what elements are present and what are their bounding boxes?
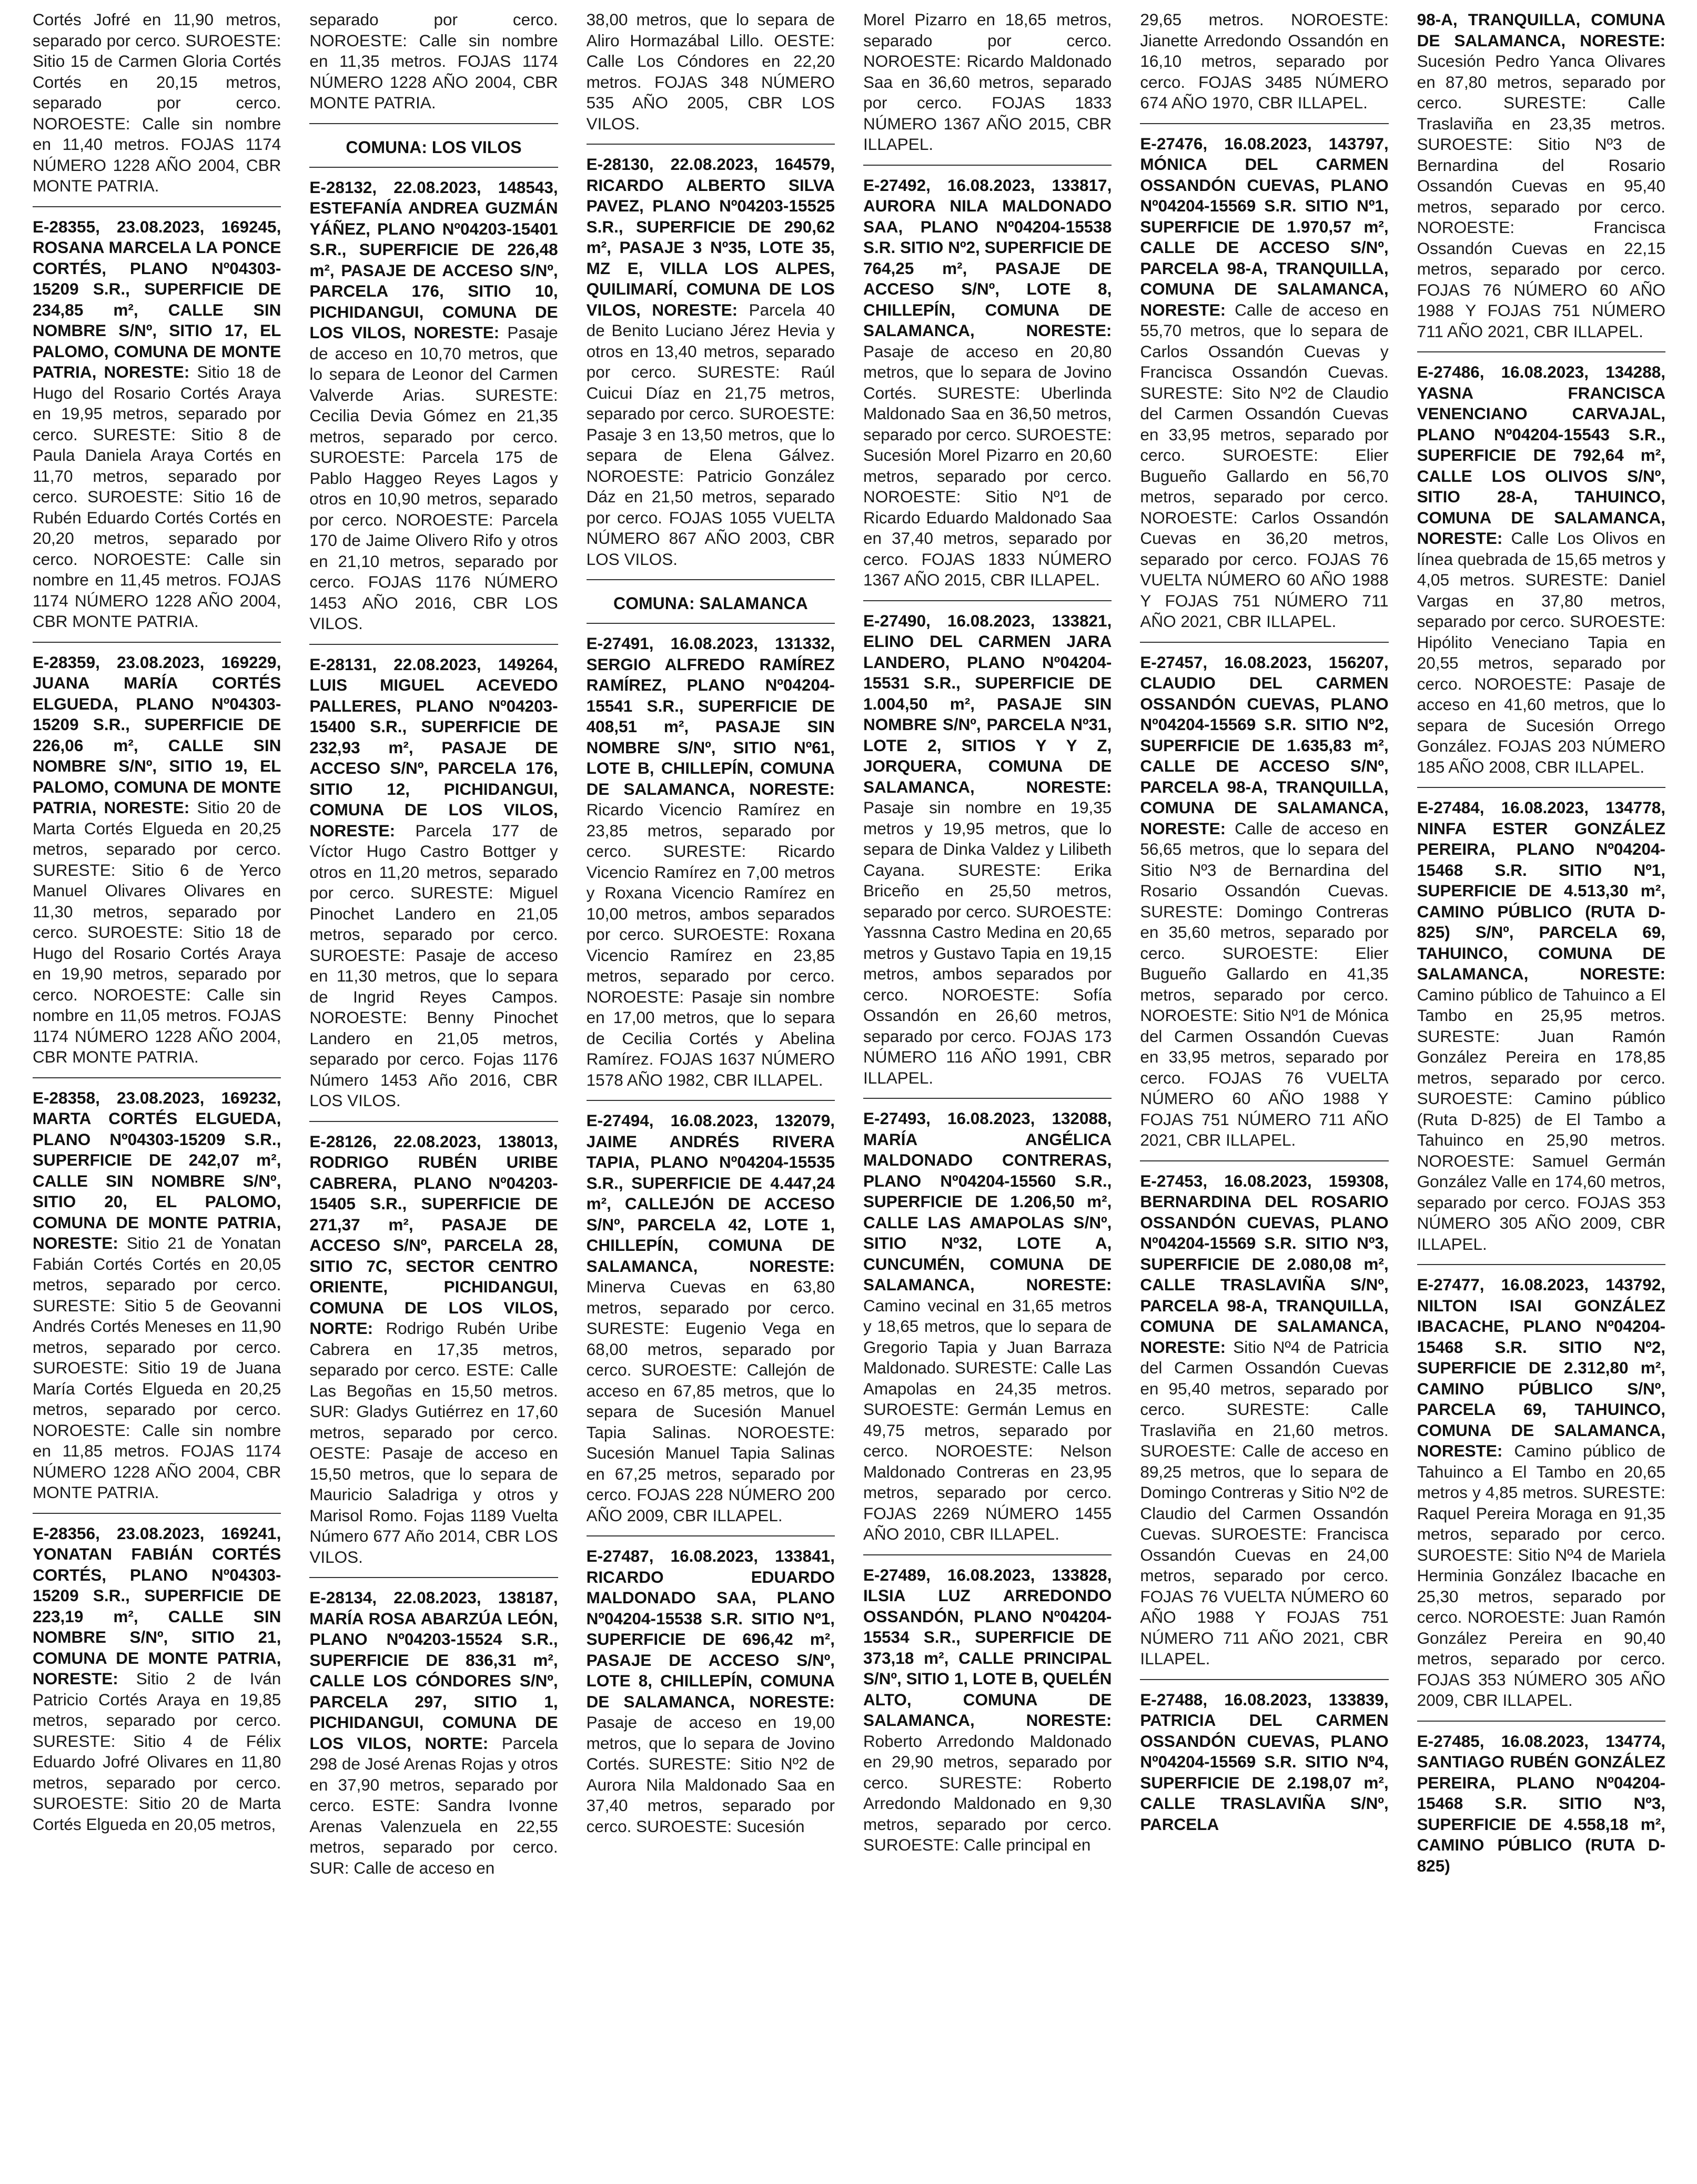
entry-heading: E-28358, 23.08.2023, 169232, MARTA CORTÉS ELGUEDA, PLANO Nº04303-15209 S.R., SUPERFICIE DE 242,07 m², CALLE SIN NOMBRE S/Nº, SITIO 20, EL PALOMO, COMUNA DE MONTE PATRIA, NORESTE: bbox=[33, 1088, 281, 1252]
notice-entry bbox=[1140, 9, 1388, 124]
notice-entry bbox=[1140, 1171, 1388, 1680]
entry-body: Pasaje sin nombre en 19,35 metros y 19,95 metros, que lo separa de Dinka Valdez y Lilibeth Cayana. SURESTE: Erika Briceño en 25,50 metros, separado por cerco. SUROESTE: Yassnna Castro Medina en 20,65 metros y Gustavo Tapia en 19,15 metros, ambos separados por cerco. NOROESTE: Sofía Ossandón en 26,60 metros, separado por cerco. FOJAS 173 NÚMERO 116 AÑO 1991, CBR ILLAPEL. bbox=[863, 798, 1112, 1087]
entry-heading: E-27484, 16.08.2023, 134778, NINFA ESTER GONZÁLEZ PEREIRA, PLANO Nº04204-15468 S.R. SITIO Nº1, SUPERFICIE DE 4.513,30 m², CAMINO PÚBLICO (RUTA D-825) S/Nº, PARCELA 69, TAHUINCO, COMUNA DE SALAMANCA, NORESTE: bbox=[1417, 798, 1665, 983]
notice-entry bbox=[33, 217, 281, 643]
notice-entry bbox=[33, 9, 281, 207]
notice-entry bbox=[863, 1108, 1112, 1555]
entry-body: 29,65 metros. NOROESTE: Jianette Arredondo Ossandón en 16,10 metros, separado por cerco. FOJAS 3485 NÚMERO 674 AÑO 1970, CBR ILLAPEL. bbox=[1140, 10, 1389, 112]
notice-entry bbox=[33, 652, 281, 1078]
section-heading: COMUNA: LOS VILOS bbox=[309, 134, 558, 168]
entry-body: Parcela 40 de Benito Luciano Jérez Hevia y otros en 13,40 metros, separado por cerco. SURESTE: Raúl Cuicui Díaz en 21,75 metros, separado por cerco. SUROESTE: Pasaje 3 en 13,50 metros, que lo separa de Elena Gálvez. NOROESTE: Patricio González Dáz en 21,50 metros, separado por cerco. FOJAS 1055 VUELTA NÚMERO 867 AÑO 2003, CBR LOS VILOS. bbox=[586, 300, 835, 569]
text-column-5 bbox=[1140, 9, 1388, 2175]
text-column-1 bbox=[33, 9, 281, 2175]
entry-body: Sitio 21 de Yonatan Fabián Cortés Cortés en 20,05 metros, separado por cerco. SURESTE: Sitio 5 de Geovanni Andrés Cortés Meneses en 11,90 metros, separado por cerco. SUROESTE: Sitio 19 de Juana María Cortés Elgueda en 20,25 metros, separado por cerco. NOROESTE: Calle sin nombre en 11,85 metros. FOJAS 1174 NÚMERO 1228 AÑO 2004, CBR MONTE PATRIA. bbox=[33, 1233, 281, 1502]
entry-body: Camino público de Tahuinco a El Tambo en 25,95 metros. SURESTE: Juan Ramón González Pereira en 178,85 metros, separado por cerco. SUROESTE: Camino público (Ruta D-825) de El Tambo a Tahuinco en 25,90 metros. NOROESTE: Samuel Germán González Valle en 174,60 metros, separado por cerco. FOJAS 353 NÚMERO 305 AÑO 2009, CBR ILLAPEL. bbox=[1417, 985, 1665, 1253]
entry-heading: E-28126, 22.08.2023, 138013, RODRIGO RUBÉN URIBE CABRERA, PLANO Nº04203-15405 S.R., SUPERFICIE DE 271,37 m², PASAJE DE ACCESO S/Nº, PARCELA 28, SITIO 7C, SECTOR CENTRO ORIENTE, PICHIDANGUI, COMUNA DE LOS VILOS, NORTE: bbox=[309, 1131, 558, 1338]
entry-body: Sitio Nº4 de Patricia del Carmen Ossandón Cuevas en 95,40 metros, separado por cerco. SURESTE: Calle Traslaviña en 21,60 metros. SUROESTE: Calle de acceso en 89,25 metros, que lo separa de Domingo Contreras y Sitio Nº2 de Claudio del Carmen Ossandón Cuevas. SUROESTE: Francisca Ossandón Cuevas en 24,00 metros, separado por cerco. FOJAS 76 VUELTA NÚMERO 60 AÑO 1988 Y FOJAS 751 NÚMERO 711 AÑO 2021, CBR ILLAPEL. bbox=[1140, 1337, 1389, 1668]
notice-entry bbox=[33, 1523, 281, 1845]
entry-heading: E-27453, 16.08.2023, 159308, BERNARDINA DEL ROSARIO OSSANDÓN CUEVAS, PLANO Nº04204-15569 S.R. SITIO Nº3, SUPERFICIE DE 2.080,08 m², CALLE TRASLAVIÑA S/Nº, PARCELA 98-A, TRANQUILLA, COMUNA DE SALAMANCA, NORESTE: bbox=[1140, 1171, 1389, 1357]
entry-body: 38,00 metros, que lo separa de Aliro Hormazábal Lillo. OESTE: Calle Los Cóndores en 22,20 metros. FOJAS 348 NÚMERO 535 AÑO 2005, CBR LOS VILOS. bbox=[586, 10, 835, 133]
entry-heading: E-27485, 16.08.2023, 134774, SANTIAGO RUBÉN GONZÁLEZ PEREIRA, PLANO Nº04204-15468 S.R. SITIO Nº3, SUPERFICIE DE 4.558,18 m², CAMINO PÚBLICO (RUTA D-825) bbox=[1417, 1731, 1665, 1875]
entry-body: Roberto Arredondo Maldonado en 29,90 metros, separado por cerco. SURESTE: Roberto Arredondo Maldonado en 9,30 metros, separado por cerco. SUROESTE: Calle principal en bbox=[863, 1731, 1112, 1854]
text-column-2 bbox=[309, 9, 558, 2175]
entry-heading: E-27490, 16.08.2023, 133821, ELINO DEL CARMEN JARA LANDERO, PLANO Nº04204-15531 S.R., SUPERFICIE DE 1.004,50 m², PASAJE SIN NOMBRE S/Nº, PARCELA Nº31, LOTE 2, SITIOS Y Y Z, JORQUERA, COMUNA DE SALAMANCA, NORESTE: bbox=[863, 611, 1112, 796]
notice-entry bbox=[1417, 1275, 1665, 1722]
notice-entry bbox=[587, 9, 835, 145]
entry-heading: E-27477, 16.08.2023, 143792, NILTON ISAI GONZÁLEZ IBACACHE, PLANO Nº04204-15468 S.R. SITIO Nº2, SUPERFICIE DE 2.312,80 m², CAMINO PÚBLICO S/Nº, PARCELA 69, TAHUINCO, COMUNA DE SALAMANCA, NORESTE: bbox=[1417, 1275, 1665, 1460]
entry-body: Sucesión Pedro Yanca Olivares en 87,80 metros, separado por cerco. SURESTE: Calle Traslaviña en 23,35 metros. SUROESTE: Sitio Nº3 de Bernardina del Rosario Ossandón Cuevas en 95,40 metros, separado por cerco. NOROESTE: Francisca Ossandón Cuevas en 22,15 metros, separado por cerco. FOJAS 76 NÚMERO 60 AÑO 1988 Y FOJAS 751 NÚMERO 711 AÑO 2021, CBR ILLAPEL. bbox=[1417, 52, 1665, 341]
entry-heading: 98-A, TRANQUILLA, COMUNA DE SALAMANCA, NORESTE: bbox=[1417, 10, 1665, 50]
entry-heading: E-28131, 22.08.2023, 149264, LUIS MIGUEL ACEVEDO PALLERES, PLANO Nº04203-15400 S.R., SUPERFICIE DE 232,93 m², PASAJE DE ACCESO S/Nº, PARCELA 176, SITIO 12, PICHIDANGUI, COMUNA DE LOS VILOS, NORESTE: bbox=[309, 654, 558, 840]
notice-entry bbox=[1417, 362, 1665, 788]
entry-body: Camino vecinal en 31,65 metros y 18,65 metros, que lo separa de Gregorio Tapia y Juan Barraza Maldonado. SURESTE: Calle Las Amapolas en 24,35 metros. SUROESTE: Germán Lemus en 49,75 metros, separado por cerco. NOROESTE: Nelson Maldonado Contreras en 23,95 metros, separado por cerco. FOJAS 2269 NÚMERO 1455 AÑO 2010, CBR ILLAPEL. bbox=[863, 1296, 1112, 1543]
text-column-6 bbox=[1417, 9, 1665, 2175]
entry-body: Calle Los Olivos en línea quebrada de 15,65 metros y 4,05 metros. SURESTE: Daniel Vargas en 37,80 metros, separado por cerco. SUROESTE: Hipólito Veneciano Tapia en 20,55 metros, separado por cerco. NOROESTE: Pasaje de acceso en 41,60 metros, que lo separa de Sucesión Orrego González. FOJAS 203 NÚMERO 185 AÑO 2008, CBR ILLAPEL. bbox=[1417, 529, 1665, 776]
entry-heading: E-27491, 16.08.2023, 131332, SERGIO ALFREDO RAMÍREZ RAMÍREZ, PLANO Nº04204-15541 S.R., SUPERFICIE DE 408,51 m², PASAJE SIN NOMBRE S/Nº, SITIO Nº61, LOTE B, CHILLEPÍN, COMUNA DE SALAMANCA, NORESTE: bbox=[586, 634, 835, 798]
entry-body: Pasaje de acceso en 19,00 metros, que lo separa de Jovino Cortés. SURESTE: Sitio Nº2 de Aurora Nila Maldonado Saa en 37,40 metros, separado por cerco. SUROESTE: Sucesión bbox=[586, 1713, 835, 1836]
notice-entry bbox=[1140, 1690, 1388, 1845]
entry-body: Sitio 18 de Hugo del Rosario Cortés Araya en 19,95 metros, separado por cerco. SURESTE: Sitio 8 de Paula Daniela Araya Cortés en 11,70 metros, separado por cerco. SUROESTE: Sitio 16 de Rubén Eduardo Cortés Cortés en 20,20 metros, separado por cerco. NOROESTE: Calle sin nombre en 11,45 metros. FOJAS 1174 NÚMERO 1228 AÑO 2004, CBR MONTE PATRIA. bbox=[33, 362, 281, 631]
entry-body: Pasaje de acceso en 10,70 metros, que lo separa de Leonor del Carmen Valverde Arias. SURESTE: Cecilia Devia Gómez en 21,35 metros, separado por cerco. SUROESTE: Parcela 175 de Pablo Haggeo Reyes Lagos y otros en 10,90 metros, separado por cerco. NOROESTE: Parcela 170 de Jaime Olivero Rifo y otros en 21,10 metros, separado por cerco. FOJAS 1176 NÚMERO 1453 AÑO 2016, CBR LOS VILOS. bbox=[309, 323, 558, 633]
entry-heading: E-27488, 16.08.2023, 133839, PATRICIA DEL CARMEN OSSANDÓN CUEVAS, PLANO Nº04204-15569 S.R. SITIO Nº4, SUPERFICIE DE 2.198,07 m², CALLE TRASLAVIÑA S/Nº, PARCELA bbox=[1140, 1690, 1389, 1834]
entry-body: Ricardo Vicencio Ramírez en 23,85 metros, separado por cerco. SURESTE: Ricardo Vicencio Ramírez en 7,00 metros y Roxana Vicencio Ramírez en 10,00 metros, ambos separados por cerco. SUROESTE: Roxana Vicencio Ramírez en 23,85 metros, separado por cerco. NOROESTE: Pasaje sin nombre en 17,00 metros, que lo separa de Cecilia Cortés y Abelina Ramírez. FOJAS 1637 NÚMERO 1578 AÑO 1982, CBR ILLAPEL. bbox=[586, 800, 835, 1089]
entry-heading: E-28356, 23.08.2023, 169241, YONATAN FABIÁN CORTÉS CORTÉS, PLANO Nº04303-15209 S.R., SUPERFICIE DE 223,19 m², CALLE SIN NOMBRE S/Nº, SITIO 21, COMUNA DE MONTE PATRIA, NORESTE: bbox=[33, 1523, 281, 1688]
entry-heading: E-28359, 23.08.2023, 169229, JUANA MARÍA CORTÉS ELGUEDA, PLANO Nº04303-15209 S.R., SUPERFICIE DE 226,06 m², CALLE SIN NOMBRE S/Nº, SITIO 19, EL PALOMO, COMUNA DE MONTE PATRIA, NORESTE: bbox=[33, 652, 281, 817]
section-heading: COMUNA: SALAMANCA bbox=[587, 590, 835, 624]
entry-body: Calle de acceso en 55,70 metros, que lo separa de Carlos Ossandón Cuevas y Francisca Ossandón Cuevas. SURESTE: Sito Nº2 de Claudio del Carmen Ossandón Cuevas en 33,95 metros, separado por cerco. SUROESTE: Elier Bugueño Gallardo en 56,70 metros, separado por cerco. NOROESTE: Carlos Ossandón Cuevas en 36,20 metros, separado por cerco. FOJAS 76 VUELTA NÚMERO 60 AÑO 1988 Y FOJAS 751 NÚMERO 711 AÑO 2021, CBR ILLAPEL. bbox=[1140, 300, 1389, 631]
notice-entry bbox=[863, 1565, 1112, 1865]
entry-body: Calle de acceso en 56,65 metros, que lo separa del Sitio Nº3 de Bernardina del Rosario Ossandón Cuevas. SURESTE: Domingo Contreras en 35,60 metros, separado por cerco. SUROESTE: Elier Bugueño Gallardo en 41,35 metros, separado por cerco. NOROESTE: Sitio Nº1 de Mónica del Carmen Ossandón Cuevas en 33,95 metros, separado por cerco. FOJAS 76 VUELTA NÚMERO 60 AÑO 1988 Y FOJAS 751 NÚMERO 711 AÑO 2021, CBR ILLAPEL. bbox=[1140, 818, 1389, 1149]
entry-body: separado por cerco. NOROESTE: Calle sin nombre en 11,35 metros. FOJAS 1174 NÚMERO 1228 AÑO 2004, CBR MONTE PATRIA. bbox=[309, 10, 558, 112]
text-column-3 bbox=[587, 9, 835, 2175]
entry-heading: E-27487, 16.08.2023, 133841, RICARDO EDUARDO MALDONADO SAA, PLANO Nº04204-15538 S.R. SITIO Nº1, SUPERFICIE DE 696,42 m², PASAJE DE ACCESO S/Nº, LOTE 8, CHILLEPÍN, COMUNA DE SALAMANCA, NORESTE: bbox=[586, 1546, 835, 1711]
notice-entry bbox=[309, 1131, 558, 1579]
entry-body: Morel Pizarro en 18,65 metros, separado por cerco. NOROESTE: Ricardo Maldonado Saa en 36,60 metros, separado por cerco. FOJAS 1833 NÚMERO 1367 AÑO 2015, CBR ILLAPEL. bbox=[863, 10, 1112, 154]
notice-entry bbox=[33, 1088, 281, 1514]
notice-entry bbox=[863, 175, 1112, 601]
entry-body: Minerva Cuevas en 63,80 metros, separado por cerco. SURESTE: Eugenio Vega en 68,00 metros, separado por cerco. SUROESTE: Callejón de acceso en 67,85 metros, que lo separa de Sucesión Manuel Tapia Salinas. NOROESTE: Sucesión Manuel Tapia Salinas en 67,25 metros, separado por cerco. FOJAS 228 NÚMERO 200 AÑO 2009, CBR ILLAPEL. bbox=[586, 1277, 835, 1525]
notice-entry bbox=[863, 9, 1112, 166]
notice-entry bbox=[309, 9, 558, 124]
notice-entry bbox=[309, 177, 558, 645]
entry-heading: E-27457, 16.08.2023, 156207, CLAUDIO DEL CARMEN OSSANDÓN CUEVAS, PLANO Nº04204-15569 S.R. SITIO Nº2, SUPERFICIE DE 1.635,83 m², CALLE DE ACCESO S/Nº, PARCELA 98-A, TRANQUILLA, COMUNA DE SALAMANCA, NORESTE: bbox=[1140, 652, 1389, 838]
notice-entry bbox=[309, 1588, 558, 1888]
entry-body: Sitio 2 de Iván Patricio Cortés Araya en 19,85 metros, separado por cerco. SURESTE: Sitio 4 de Félix Eduardo Jofré Olivares en 11,80 metros, separado por cerco. SUROESTE: Sitio 20 de Marta Cortés Elgueda en 20,05 metros, bbox=[33, 1669, 281, 1834]
entry-heading: E-27493, 16.08.2023, 132088, MARÍA ANGÉLICA MALDONADO CONTRERAS, PLANO Nº04204-15560 S.R., SUPERFICIE DE 1.206,50 m², CALLE LAS AMAPOLAS S/Nº, SITIO Nº32, LOTE A, CUNCUMÉN, COMUNA DE SALAMANCA, NORESTE: bbox=[863, 1109, 1112, 1294]
notice-entry bbox=[1417, 1731, 1665, 1886]
entry-heading: E-28130, 22.08.2023, 164579, RICARDO ALBERTO SILVA PAVEZ, PLANO Nº04203-15525 S.R., SUPERFICIE DE 290,62 m², PASAJE 3 Nº35, LOTE 35, MZ E, VILLA LOS ALPES, QUILIMARÍ, COMUNA DE LOS VILOS, NORESTE: bbox=[586, 155, 835, 319]
entry-heading: E-28132, 22.08.2023, 148543, ESTEFANÍA ANDREA GUZMÁN YÁÑEZ, PLANO Nº04203-15401 S.R., SUPERFICIE DE 226,48 m², PASAJE DE ACCESO S/Nº, PARCELA 176, SITIO 10, PICHIDANGUI, COMUNA DE LOS VILOS, NORESTE: bbox=[309, 177, 558, 342]
entry-heading: E-27489, 16.08.2023, 133828, ILSIA LUZ ARREDONDO OSSANDÓN, PLANO Nº04204-15534 S.R., SUPERFICIE DE 373,18 m², CALLE PRINCIPAL S/Nº, SITIO 1, LOTE B, QUELÉN ALTO, COMUNA DE SALAMANCA, NORESTE: bbox=[863, 1565, 1112, 1730]
entry-heading: E-27494, 16.08.2023, 132079, JAIME ANDRÉS RIVERA TAPIA, PLANO Nº04204-15535 S.R., SUPERFICIE DE 4.447,24 m², CALLEJÓN DE ACCESO S/Nº, PARCELA 42, LOTE 1, CHILLEPÍN, COMUNA DE SALAMANCA, NORESTE: bbox=[586, 1111, 835, 1276]
entry-body: Camino público de Tahuinco a El Tambo en 20,65 metros y 4,85 metros. SURESTE: Raquel Pereira Moraga en 91,35 metros, separado por cerco. SUROESTE: Sitio Nº4 de Mariela Herminia González Ibacache en 25,30 metros, separado por cerco. NOROESTE: Juan Ramón González Pereira en 90,40 metros, separado por cerco. FOJAS 353 NÚMERO 305 AÑO 2009, CBR ILLAPEL. bbox=[1417, 1441, 1665, 1710]
notice-entry bbox=[1417, 9, 1665, 352]
notice-entry bbox=[1140, 134, 1388, 643]
entry-heading: E-28355, 23.08.2023, 169245, ROSANA MARCELA LA PONCE CORTÉS, PLANO Nº04303-15209 S.R., SUPERFICIE DE 234,85 m², CALLE SIN NOMBRE S/Nº, SITIO 17, EL PALOMO, COMUNA DE MONTE PATRIA, NORESTE: bbox=[33, 217, 281, 381]
notice-entry bbox=[863, 611, 1112, 1099]
text-column-4 bbox=[863, 9, 1112, 2175]
entry-body: Parcela 298 de José Arenas Rojas y otros en 37,90 metros, separado por cerco. ESTE: Sandra Ivonne Arenas Valenzuela en 22,55 metros, separado por cerco. SUR: Calle de acceso en bbox=[309, 1733, 558, 1877]
notice-entry bbox=[587, 154, 835, 580]
newspaper-page bbox=[33, 9, 1665, 2175]
entry-body: Rodrigo Rubén Uribe Cabrera en 17,35 metros, separado por cerco. ESTE: Calle Las Begoñas en 15,50 metros. SUR: Gladys Gutiérrez en 17,60 metros, separado por cerco. OESTE: Pasaje de acceso en 15,50 metros, que lo separa de Mauricio Saladriga y otros y Marisol Romo. Fojas 1189 Vuelta Número 677 Año 2014, CBR LOS VILOS. bbox=[309, 1319, 558, 1566]
entry-heading: E-27486, 16.08.2023, 134288, YASNA FRANCISCA VENENCIANO CARVAJAL, PLANO Nº04204-15543 S.R., SUPERFICIE DE 792,64 m², CALLE LOS OLIVOS S/Nº, SITIO 28-A, TAHUINCO, COMUNA DE SALAMANCA, NORESTE: bbox=[1417, 362, 1665, 548]
notice-entry bbox=[309, 654, 558, 1122]
notice-entry bbox=[1140, 652, 1388, 1161]
entry-body: Sitio 20 de Marta Cortés Elgueda en 20,25 metros, separado por cerco. SURESTE: Sitio 6 de Yerco Manuel Olivares Olivares en 11,30 metros, separado por cerco. SUROESTE: Sitio 18 de Hugo del Rosario Cortés Araya en 19,90 metros, separado por cerco. NOROESTE: Calle sin nombre en 11,05 metros. FOJAS 1174 NÚMERO 1228 AÑO 2004, CBR MONTE PATRIA. bbox=[33, 798, 281, 1066]
entry-body: Pasaje de acceso en 20,80 metros, que lo separa de Jovino Cortés. SURESTE: Uberlinda Maldonado Saa en 36,50 metros, separado por cerco. SUROESTE: Sucesión Morel Pizarro en 20,60 metros, separado por cerco. NOROESTE: Sitio Nº1 de Ricardo Eduardo Maldonado Saa en 37,40 metros, separado por cerco. FOJAS 1833 NÚMERO 1367 AÑO 2015, CBR ILLAPEL. bbox=[863, 341, 1112, 589]
notice-entry bbox=[1417, 797, 1665, 1265]
notice-entry bbox=[587, 1110, 835, 1536]
entry-body: Cortés Jofré en 11,90 metros, separado por cerco. SUROESTE: Sitio 15 de Carmen Gloria Cortés Cortés en 20,15 metros, separado por cerco. NOROESTE: Calle sin nombre en 11,40 metros. FOJAS 1174 NÚMERO 1228 AÑO 2004, CBR MONTE PATRIA. bbox=[33, 10, 281, 195]
notice-entry bbox=[587, 633, 835, 1101]
entry-body: Parcela 177 de Víctor Hugo Castro Bottger y otros en 11,20 metros, separado por cerco. SURESTE: Miguel Pinochet Landero en 21,05 metros, separado por cerco. SUROESTE: Pasaje de acceso en 11,30 metros, que lo separa de Ingrid Reyes Campos. NOROESTE: Benny Pinochet Landero en 21,05 metros, separado por cerco. Fojas 1176 Número 1453 Año 2016, CBR LOS VILOS. bbox=[309, 821, 558, 1110]
entry-heading: E-27476, 16.08.2023, 143797, MÓNICA DEL CARMEN OSSANDÓN CUEVAS, PLANO Nº04204-15569 S.R. SITIO Nº1, SUPERFICIE DE 1.970,57 m², CALLE DE ACCESO S/Nº, PARCELA 98-A, TRANQUILLA, COMUNA DE SALAMANCA, NORESTE: bbox=[1140, 134, 1389, 319]
entry-heading: E-27492, 16.08.2023, 133817, AURORA NILA MALDONADO SAA, PLANO Nº04204-15538 S.R. SITIO Nº2, SUPERFICIE DE 764,25 m², PASAJE DE ACCESO S/Nº, LOTE 8, CHILLEPÍN, COMUNA DE SALAMANCA, NORESTE: bbox=[863, 175, 1112, 340]
entry-heading: E-28134, 22.08.2023, 138187, MARÍA ROSA ABARZÚA LEÓN, PLANO Nº04203-15524 S.R., SUPERFICIE DE 836,31 m², CALLE LOS CÓNDORES S/Nº, PARCELA 297, SITIO 1, PICHIDANGUI, COMUNA DE LOS VILOS, NORTE: bbox=[309, 1588, 558, 1753]
notice-entry bbox=[587, 1546, 835, 1846]
